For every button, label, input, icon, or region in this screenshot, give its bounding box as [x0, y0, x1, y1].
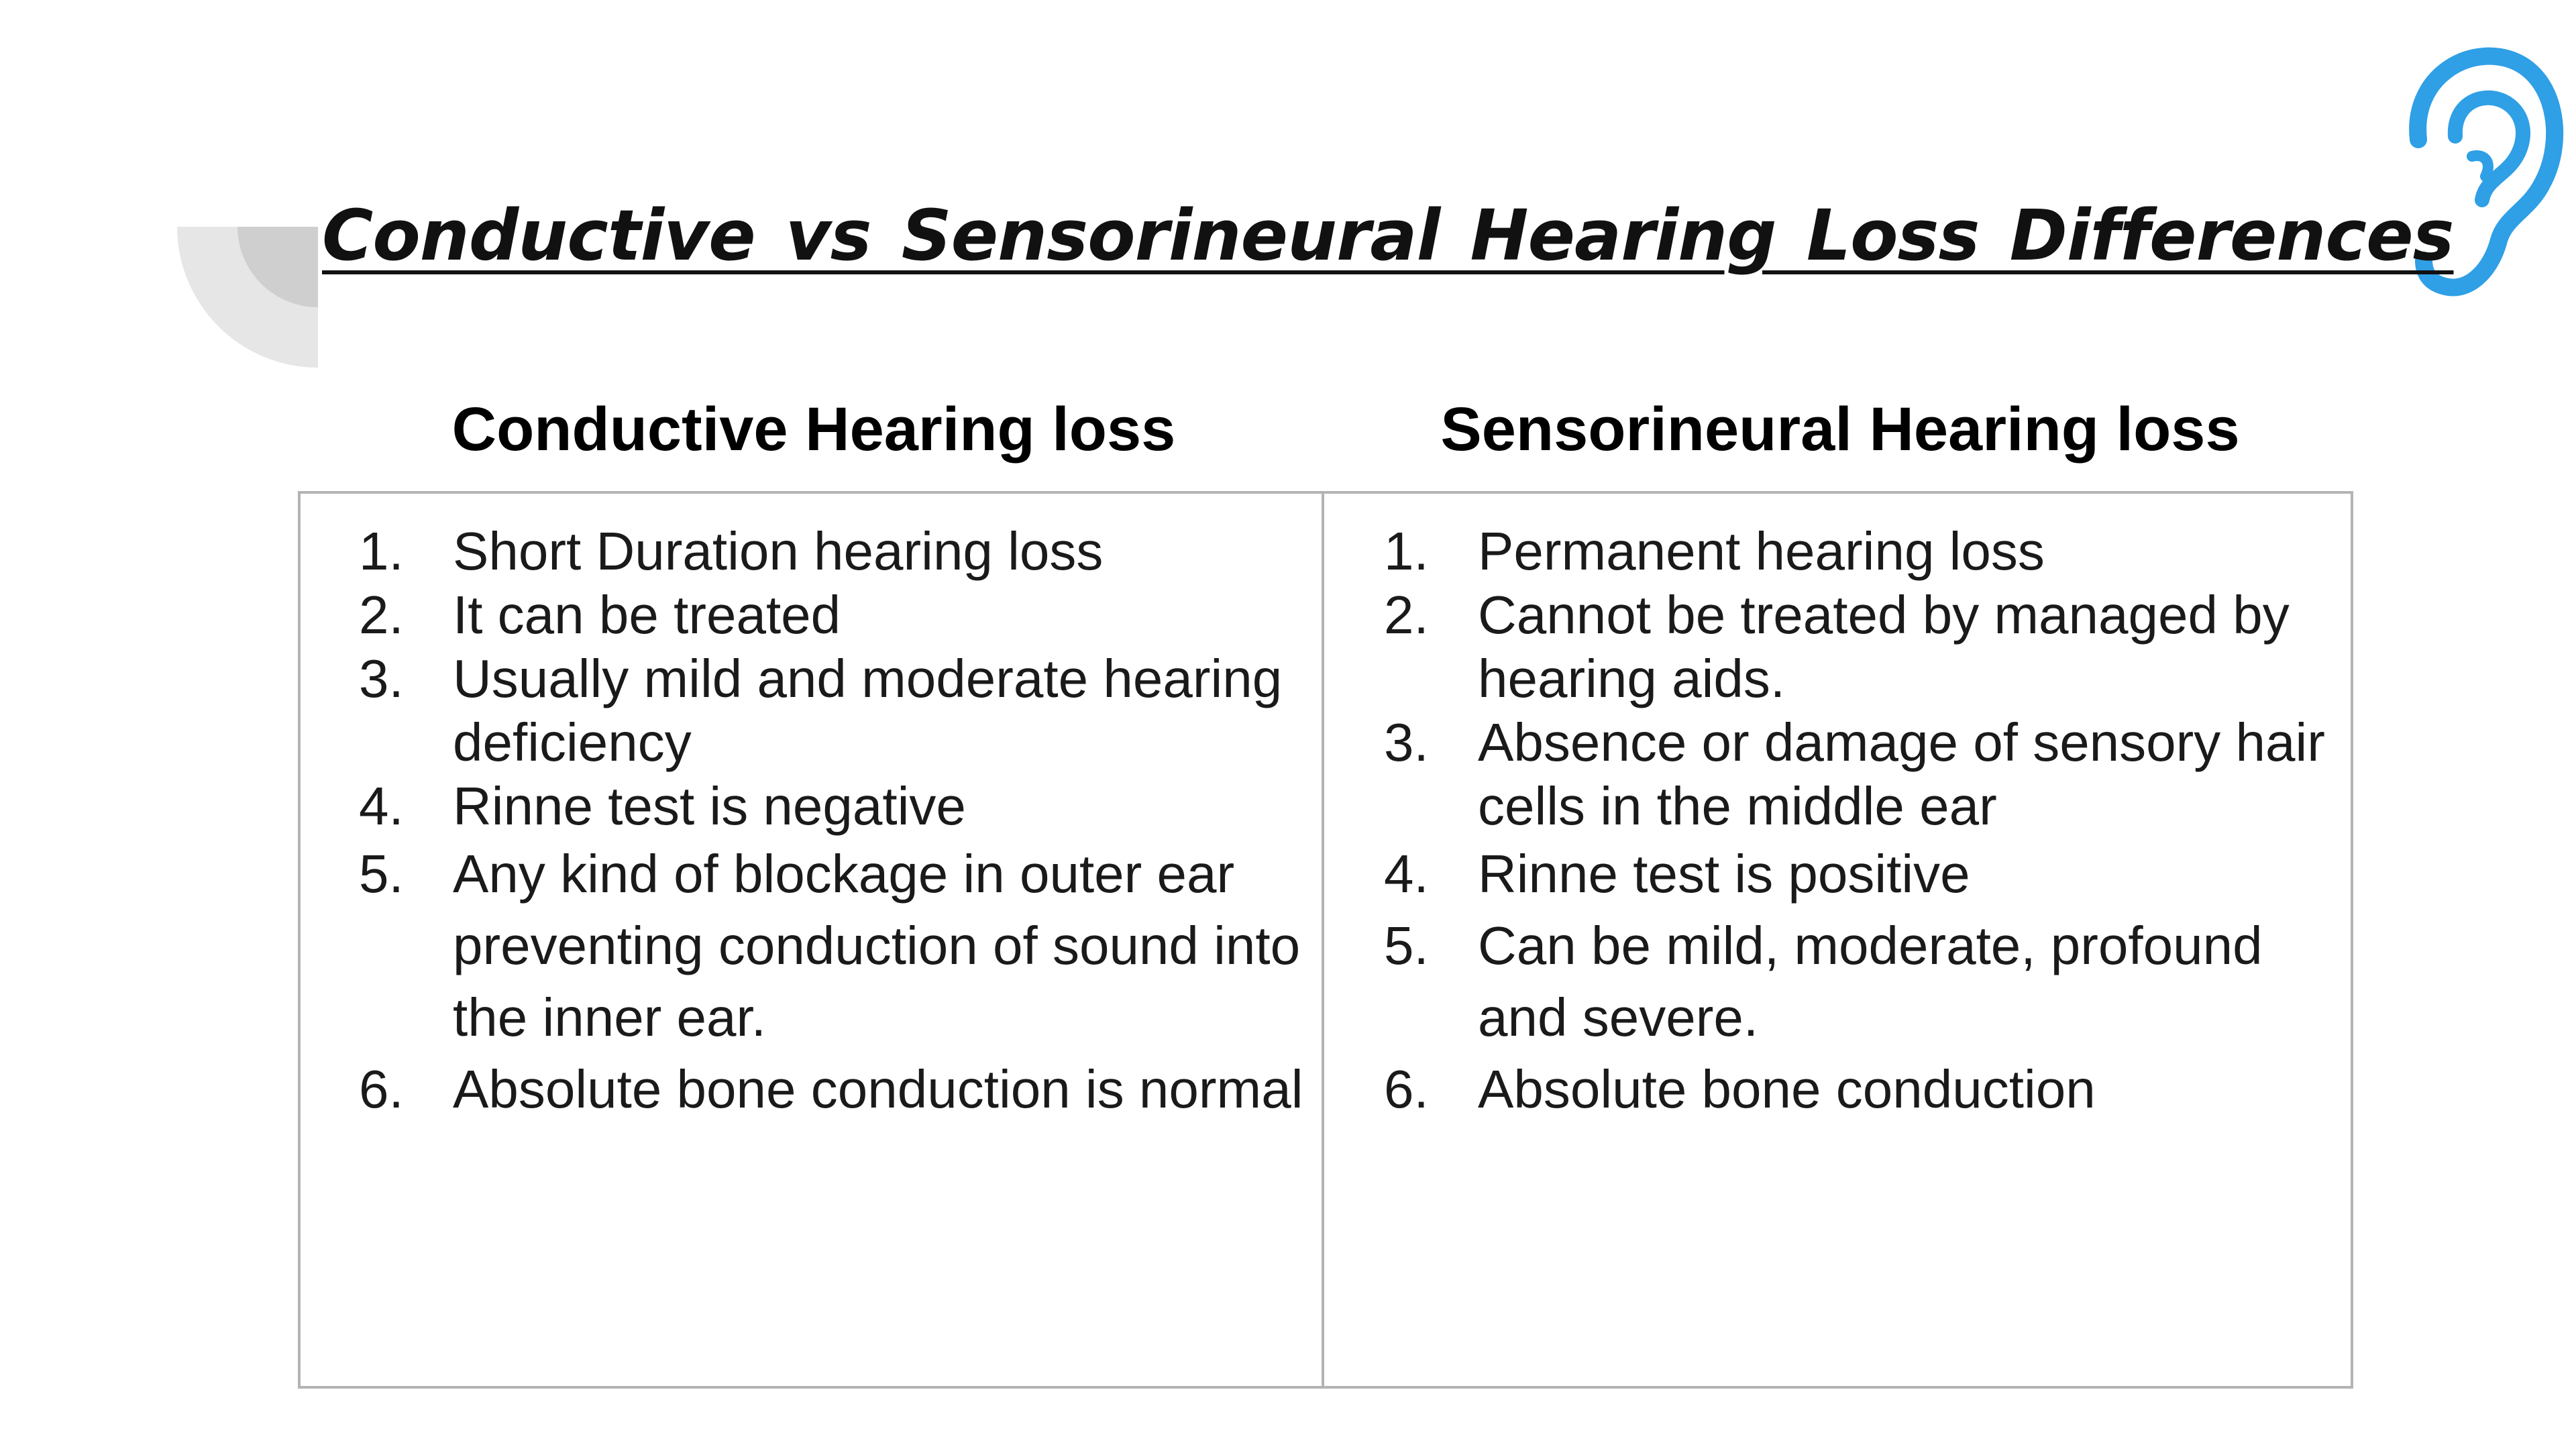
list-item-text: Rinne test is negative: [453, 776, 966, 836]
list-item-text: Permanent hearing loss: [1478, 521, 2045, 581]
column-header-sensorineural: Sensorineural Hearing loss: [1440, 395, 2240, 464]
corner-arc-decoration: [177, 227, 318, 368]
list-item-text: It can be treated: [453, 585, 841, 645]
list-item: [359, 583, 1325, 647]
list-item-number: 3.: [1384, 712, 1429, 772]
list-item-number: 5.: [1384, 916, 1429, 975]
list-item-number: 6.: [1384, 1059, 1429, 1119]
list-item-number: 4.: [359, 776, 404, 836]
list-item: [359, 647, 1325, 774]
list-item-text: Rinne test is positive: [1478, 844, 1970, 904]
list-item: [1384, 519, 2353, 583]
list-item: [1384, 710, 2353, 838]
list-item-text: Short Duration hearing loss: [453, 521, 1104, 581]
list-item: [359, 519, 1325, 583]
list-item-text: Absence or damage of sensory hair cells in the middle ear: [1478, 712, 2325, 836]
list-item-text: Absolute bone conduction: [1478, 1059, 2096, 1119]
list-item-number: 2.: [359, 585, 404, 645]
column-header-conductive: Conductive Hearing loss: [451, 395, 1176, 464]
list-item: [359, 838, 1325, 1053]
conductive-list: [359, 519, 1325, 1125]
list-item-text: Absolute bone conduction is normal: [453, 1059, 1303, 1119]
slide-title: Conductive vs Sensorineural Hearing Loss Differences: [322, 195, 2454, 276]
list-item: [1384, 910, 2353, 1053]
list-item-number: 2.: [1384, 585, 1429, 645]
list-item-number: 1.: [1384, 521, 1429, 581]
sensorineural-list: [1384, 519, 2353, 1125]
list-item-number: 6.: [359, 1059, 404, 1119]
list-item: [1384, 583, 2353, 710]
list-item-number: 4.: [1384, 844, 1429, 904]
list-item-text: Can be mild, moderate, profound and severe.: [1478, 916, 2263, 1047]
list-item: [359, 1053, 1325, 1125]
list-item: [359, 774, 1325, 838]
list-item-text: Any kind of blockage in outer ear preventing conduction of sound into the inner ear.: [453, 844, 1301, 1047]
list-item-number: 1.: [359, 521, 404, 581]
list-item: [1384, 1053, 2353, 1125]
list-item-number: 3.: [359, 649, 404, 708]
list-item-number: 5.: [359, 844, 404, 904]
list-item-text: Cannot be treated by managed by hearing aids.: [1478, 585, 2290, 708]
list-item: [1384, 838, 2353, 910]
list-item-text: Usually mild and moderate hearing deficiency: [453, 649, 1283, 772]
